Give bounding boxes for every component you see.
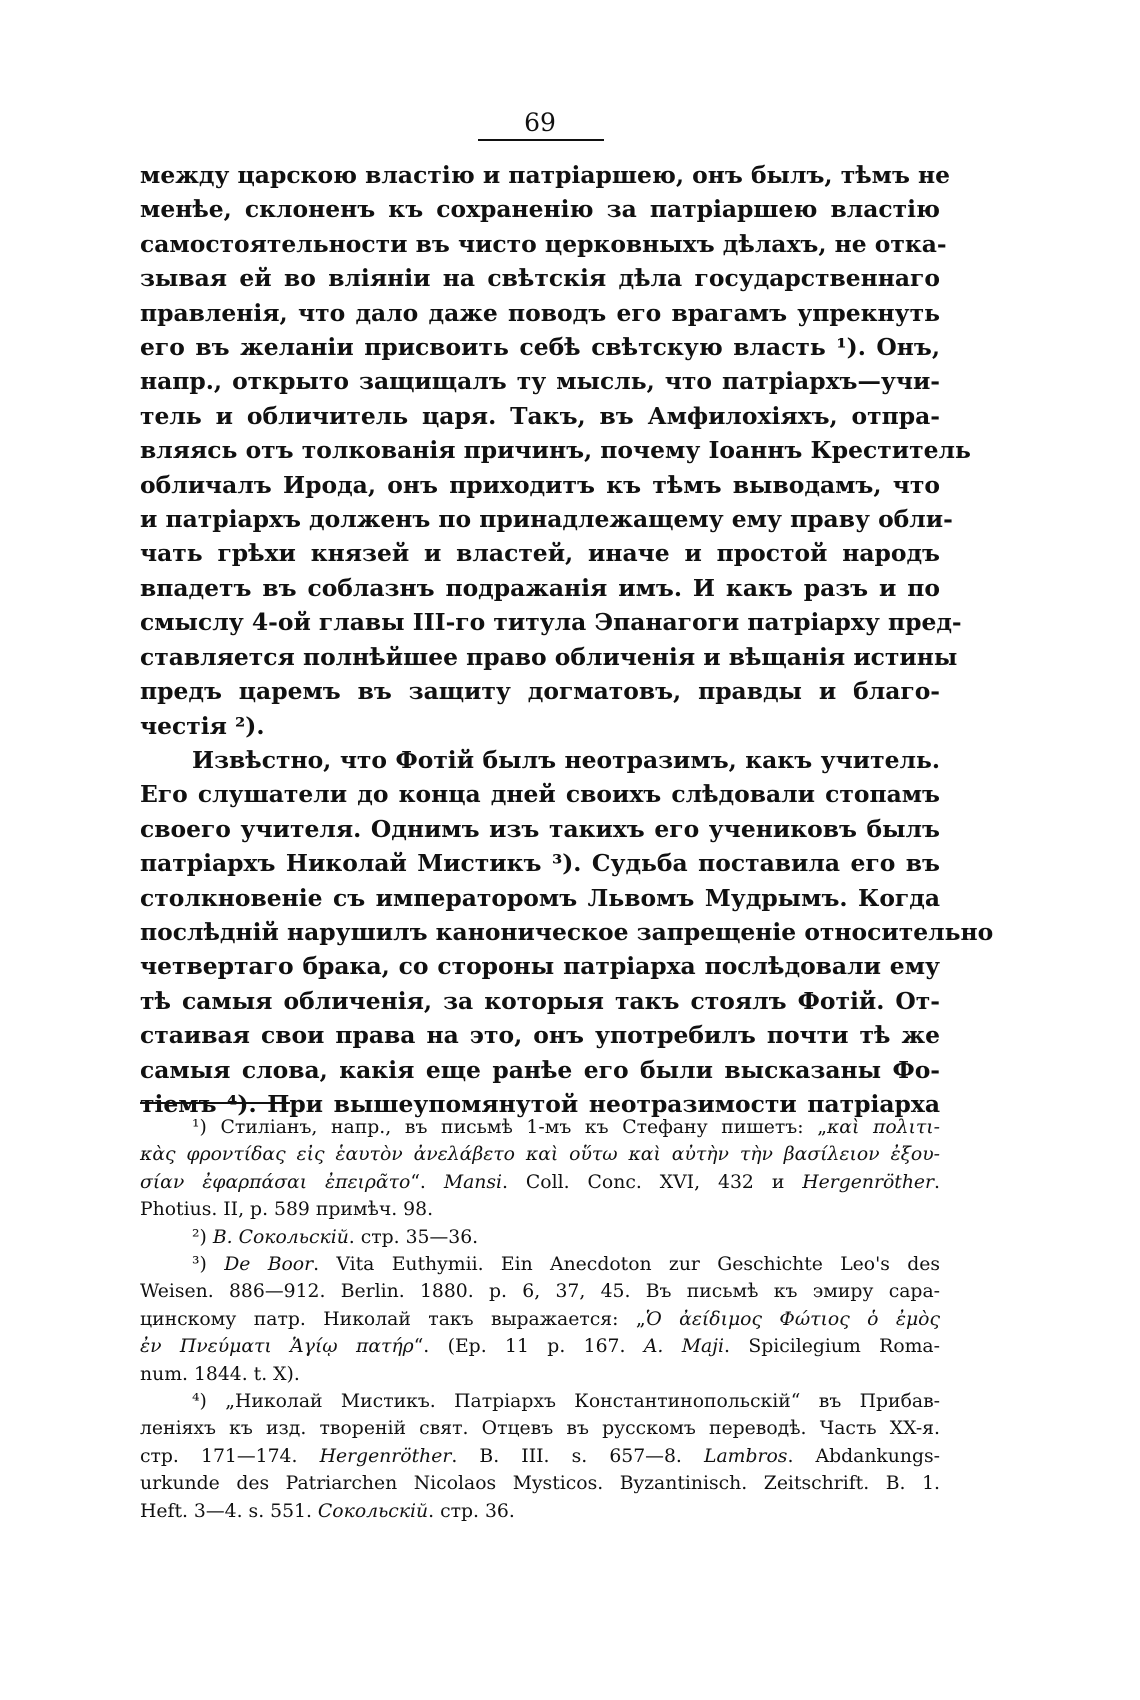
footnote-3-line: [140, 1333, 940, 1360]
footnote-text: . Vita Euthymii. Ein Anecdoton zur Geschichte Leo's des: [313, 1254, 941, 1276]
footnote-text: цинскому патр. Николай такъ выражается: „: [140, 1308, 646, 1330]
footnote-4-line: urkunde des Patriarchen Nicolaos Mysticos. Byzantinisch. Zeitschrift. B. 1.: [140, 1473, 940, 1495]
text-line: своего учителя. Однимъ изъ такихъ его учениковъ былъ: [140, 814, 940, 843]
text-line: тіемъ ⁴). При вышеупомянутой неотразимости патріарха: [140, 1089, 940, 1118]
text-line: послѣдній нарушилъ каноническое запрещеніе относительно: [140, 917, 994, 946]
footnote-text: . стр. 35—36.: [348, 1226, 479, 1248]
footnote-text: “. (Ер. 11 p. 167.: [413, 1336, 644, 1358]
page-number: 69: [524, 108, 556, 137]
main-text: [140, 158, 994, 1121]
footnote-text: . стр. 36.: [428, 1500, 515, 1522]
footnote-3-line: [140, 1306, 940, 1333]
text-line: между царскою властію и патріаршею, онъ былъ, тѣмъ не: [140, 161, 951, 189]
footnote-1-line: [140, 1169, 940, 1196]
text-line: четвертаго брака, со стороны патріарха послѣдовали ему: [140, 952, 940, 981]
text-line: самостоятельности въ чисто церковныхъ дѣлахъ, не отка-: [140, 229, 947, 258]
greek-text: σίαν ἐφαρπάσαι ἐπειρᾶτο: [140, 1171, 411, 1193]
footnote-text: .: [934, 1171, 941, 1193]
footnote-3-line: num. 1844. t. X).: [140, 1363, 300, 1385]
author-name: Hergenröther: [319, 1445, 452, 1467]
footnote-text: ¹) Стиліанъ, напр., въ письмѣ 1-мъ къ Стефану пишетъ: „: [192, 1117, 827, 1138]
footnote-4-line: ⁴) „Николай Мистикъ. Патріархъ Константинопольскій“ въ Прибав-: [192, 1391, 940, 1413]
text-line: обличалъ Ирода, онъ приходитъ къ тѣмъ выводамъ, что: [140, 470, 940, 499]
text-line: предъ царемъ въ защиту догматовъ, правды и благо-: [140, 677, 940, 706]
text-line: ставляется полнѣйшее право обличенія и вѣщанія истины: [140, 642, 958, 671]
author-name: Hergenröther: [802, 1171, 935, 1193]
text-line: Его слушатели до конца дней своихъ слѣдовали стопамъ: [140, 780, 940, 809]
text-line: самыя слова, какія еще ранѣе его были высказаны Фо-: [140, 1055, 940, 1084]
text-line: смыслу 4-ой главы III-го титула Эпанагоги патріарху пред-: [140, 608, 962, 637]
text-line: честія ²).: [140, 711, 265, 740]
paragraph-start-line: Извѣстно, что Фотій былъ неотразимъ, какъ учитель.: [192, 745, 940, 774]
text-line: менѣе, склоненъ къ сохраненію за патріаршею властію: [140, 195, 940, 224]
footnote-1-line: Photius. II, p. 589 примѣч. 98.: [140, 1199, 434, 1221]
footnote-1-line: [140, 1114, 940, 1141]
footnote-text: ²): [192, 1226, 213, 1248]
footnotes: [140, 1114, 940, 1525]
text-line: столкновеніе съ императоромъ Львомъ Мудрымъ. Когда: [140, 883, 940, 912]
text-line: впадетъ въ соблазнъ подражанія имъ. И какъ разъ и по: [140, 573, 940, 602]
footnote-text: Heft. 3—4. s. 551.: [140, 1500, 318, 1522]
page-number-rule: [478, 139, 604, 141]
text-line: чать грѣхи князей и властей, иначе и простой народъ: [140, 539, 940, 568]
text-line: зывая ей во вліяніи на свѣтскія дѣла государственнаго: [140, 264, 940, 293]
text-line: напр., открыто защищалъ ту мысль, что патріархъ—учи-: [140, 367, 940, 396]
footnote-text: ³): [192, 1254, 225, 1276]
author-name: В. Сокольскій: [212, 1226, 349, 1248]
footnote-1-line: [140, 1141, 940, 1168]
greek-text: ἐν Πνεύματι Ἁγίῳ πατήρ: [140, 1336, 414, 1358]
text-line: вляясь отъ толкованія причинъ, почему Іоаннъ Креститель: [140, 436, 971, 465]
text-line: его въ желаніи присвоить себѣ свѣтскую власть ¹). Онъ,: [140, 333, 940, 362]
footnote-4-line: [140, 1443, 940, 1470]
text-line: тель и обличитель царя. Такъ, въ Амфилохіяхъ, отпра-: [140, 401, 940, 430]
greek-text: καὶ πολιτι-: [826, 1117, 940, 1138]
footnote-text: . B. III. s. 657—8.: [451, 1445, 704, 1467]
footnote-text: стр. 171—174.: [140, 1445, 320, 1467]
footnote-rule: [140, 1102, 290, 1104]
footnote-3-line: Weisen. 886—912. Berlin. 1880. p. 6, 37, 45. Въ письмѣ къ эмиру сара-: [140, 1281, 940, 1303]
footnote-text: . Coll. Conc. XVI, 432 и: [502, 1171, 803, 1193]
text-line: и патріархъ долженъ по принадлежащему ему праву обли-: [140, 505, 953, 534]
author-name: Lambros: [704, 1445, 788, 1467]
footnote-3-line: [140, 1251, 940, 1278]
footnote-text: . Spicilegium Roma-: [724, 1336, 940, 1358]
footnote-4-line: леніяхъ къ изд. твореній свят. Отцевъ въ русскомъ переводѣ. Часть XX-я.: [140, 1418, 940, 1440]
author-name: Mansi: [443, 1171, 503, 1193]
greek-text: Ὁ ἀείδιμος Φώτιος ὁ ἐμὸς: [645, 1308, 940, 1330]
text-line: тѣ самыя обличенія, за которыя такъ стоялъ Фотій. От-: [140, 986, 940, 1015]
author-name: A. Maji: [643, 1336, 724, 1358]
footnote-4-line: [140, 1498, 940, 1525]
greek-text: κὰς φροντίδας εἰς ἑαυτὸν ἀνελάβετο καὶ οὕτω καὶ αὐτὴν τὴν βασίλειον ἐξου-: [140, 1144, 940, 1166]
text-line: патріархъ Николай Мистикъ ³). Судьба поставила его въ: [140, 849, 940, 878]
text-line: стаивая свои права на это, онъ употребилъ почти тѣ же: [140, 1021, 940, 1050]
text-line: правленія, что дало даже поводъ его врагамъ упрекнуть: [140, 298, 940, 327]
footnote-text: “.: [410, 1171, 444, 1193]
footnote-text: . Abdankungs-: [787, 1445, 940, 1467]
footnote-2-line: [140, 1224, 940, 1251]
author-name: De Boor: [224, 1254, 314, 1276]
author-name: Сокольскій: [317, 1500, 429, 1522]
